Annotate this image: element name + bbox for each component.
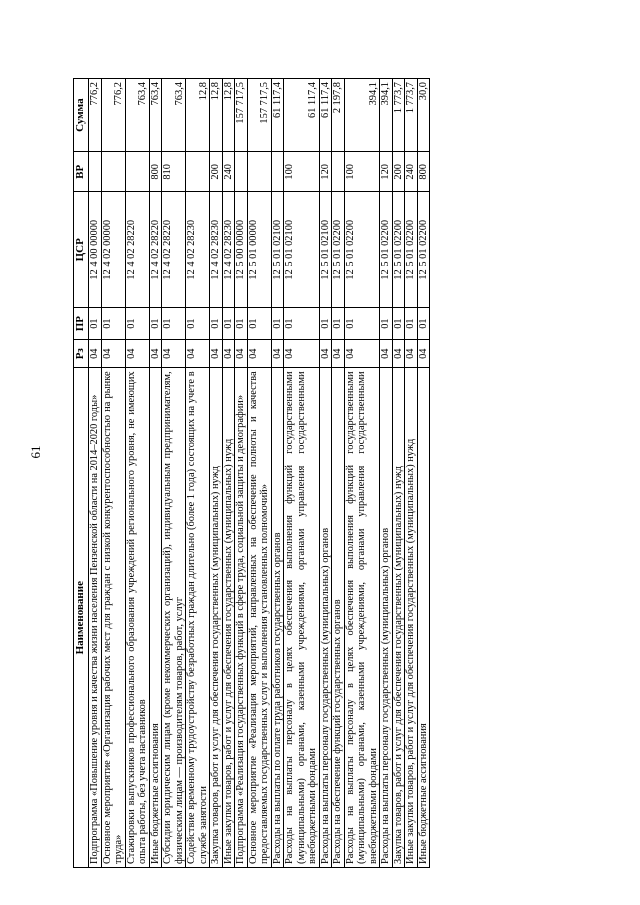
table-body (89, 79, 430, 868)
cell-vr: 810 (162, 152, 186, 192)
table-row (380, 79, 393, 868)
cell-name: Расходы на выплаты персоналу в целях обеспечения выполнения функций государственными (муниципальными) органами, казенными учреждениями, органами управления государственными внебюджетными фондами (284, 368, 320, 868)
cell-pr: 01 (186, 308, 210, 340)
table-row (247, 79, 271, 868)
cell-rz: 04 (186, 340, 210, 368)
cell-vr: 200 (392, 152, 405, 192)
cell-vr (101, 152, 125, 192)
cell-csr: 12 5 01 02200 (344, 192, 380, 308)
cell-rz: 04 (271, 340, 284, 368)
cell-rz: 04 (162, 340, 186, 368)
cell-pr: 01 (125, 308, 149, 340)
cell-name: Иные бюджетные ассигнования (149, 368, 162, 868)
cell-csr: 12 4 02 00000 (101, 192, 125, 308)
page-number: 61 (28, 445, 43, 459)
cell-vr: 100 (344, 152, 380, 192)
cell-rz: 04 (210, 340, 223, 368)
cell-vr (235, 152, 248, 192)
cell-name: Расходы на выплаты персоналу государственных (муниципальных) органов (319, 368, 332, 868)
cell-rz: 04 (149, 340, 162, 368)
cell-vr: 120 (319, 152, 332, 192)
cell-csr: 12 5 01 02100 (284, 192, 320, 308)
cell-name: Стажировки выпускников профессионального образования учреждений регионального уровня, не имеющих опыта работы, без учета наставников (125, 368, 149, 868)
cell-sum: 394,1 (380, 79, 393, 152)
cell-vr: 800 (417, 152, 430, 192)
cell-pr: 01 (344, 308, 380, 340)
cell-pr: 01 (247, 308, 271, 340)
table-row (405, 79, 418, 868)
cell-sum: 2 197,8 (332, 79, 345, 152)
cell-name: Расходы на выплаты персоналу государственных (муниципальных) органов (380, 368, 393, 868)
cell-sum: 1 773,7 (392, 79, 405, 152)
cell-sum: 763,4 (162, 79, 186, 152)
table-row (319, 79, 332, 868)
cell-csr: 12 5 01 02100 (271, 192, 284, 308)
cell-vr (125, 152, 149, 192)
cell-sum: 763,4 (125, 79, 149, 152)
cell-rz: 04 (405, 340, 418, 368)
cell-rz: 04 (89, 340, 102, 368)
table-row (332, 79, 345, 868)
cell-sum: 157 717,5 (247, 79, 271, 152)
cell-pr: 01 (284, 308, 320, 340)
cell-csr: 12 4 00 00000 (89, 192, 102, 308)
cell-pr: 01 (380, 308, 393, 340)
cell-rz: 04 (125, 340, 149, 368)
table-row (284, 79, 320, 868)
header-sum: Сумма (74, 79, 89, 152)
table-row (162, 79, 186, 868)
cell-vr: 240 (222, 152, 235, 192)
cell-name: Расходы на обеспечение функций государственных органов (332, 368, 345, 868)
cell-sum: 12,8 (222, 79, 235, 152)
budget-table (73, 78, 430, 868)
cell-rz: 04 (284, 340, 320, 368)
table-header-row (74, 79, 89, 868)
cell-sum: 763,4 (149, 79, 162, 152)
table-row (101, 79, 125, 868)
cell-name: Подпрограмма «Реализация государственных функций в сфере труда, социальной защиты и демографии» (235, 368, 248, 868)
cell-rz: 04 (247, 340, 271, 368)
table-row (186, 79, 210, 868)
cell-vr: 120 (380, 152, 393, 192)
cell-rz: 04 (380, 340, 393, 368)
cell-sum: 12,8 (210, 79, 223, 152)
cell-csr: 12 5 01 02200 (332, 192, 345, 308)
cell-name: Основное мероприятие «Реализация мероприятий, направленных на обеспечение полноты и качества предоставляемых государственных услуг и выполнения установленных полномочий» (247, 368, 271, 868)
cell-pr: 01 (405, 308, 418, 340)
cell-csr: 12 5 01 02200 (417, 192, 430, 308)
header-pr: ПР (74, 308, 89, 340)
cell-csr: 12 5 01 02200 (392, 192, 405, 308)
cell-csr: 12 5 01 02100 (319, 192, 332, 308)
header-csr: ЦСР (74, 192, 89, 308)
cell-csr: 12 5 00 00000 (235, 192, 248, 308)
cell-rz: 04 (392, 340, 405, 368)
table-row (149, 79, 162, 868)
cell-vr (332, 152, 345, 192)
cell-rz: 04 (235, 340, 248, 368)
cell-vr: 800 (149, 152, 162, 192)
cell-vr: 200 (210, 152, 223, 192)
cell-sum: 12,8 (186, 79, 210, 152)
cell-sum: 1 773,7 (405, 79, 418, 152)
table-row (417, 79, 430, 868)
cell-csr: 12 4 02 28220 (149, 192, 162, 308)
cell-sum: 394,1 (344, 79, 380, 152)
cell-name: Содействие временному трудоустройству безработных граждан длительно (более 1 года) состоящих на учете в службе занятости (186, 368, 210, 868)
cell-name: Основное мероприятие «Организация рабочих мест для граждан с низкой конкурентоспособностью на рынке труда» (101, 368, 125, 868)
cell-pr: 01 (319, 308, 332, 340)
cell-csr: 12 4 02 28230 (186, 192, 210, 308)
cell-csr: 12 4 02 28220 (162, 192, 186, 308)
cell-rz: 04 (319, 340, 332, 368)
cell-sum: 776,2 (101, 79, 125, 152)
header-name: Наименование (74, 368, 89, 868)
cell-sum: 61 117,4 (271, 79, 284, 152)
cell-pr: 01 (89, 308, 102, 340)
cell-rz: 04 (222, 340, 235, 368)
cell-sum: 61 117,4 (284, 79, 320, 152)
cell-pr: 01 (162, 308, 186, 340)
rotated-table-container (73, 78, 568, 868)
cell-pr: 01 (417, 308, 430, 340)
table-row (89, 79, 102, 868)
cell-csr: 12 5 01 00000 (247, 192, 271, 308)
cell-csr: 12 5 01 02200 (405, 192, 418, 308)
cell-sum: 157 717,5 (235, 79, 248, 152)
header-rz: Рз (74, 340, 89, 368)
cell-name: Иные закупки товаров, работ и услуг для обеспечения государственных (муниципальных) нужд (222, 368, 235, 868)
cell-vr: 100 (284, 152, 320, 192)
cell-vr (247, 152, 271, 192)
cell-name: Расходы на выплаты по оплате труда работников государственных органов (271, 368, 284, 868)
cell-rz: 04 (417, 340, 430, 368)
cell-pr: 01 (210, 308, 223, 340)
cell-csr: 12 4 02 28230 (222, 192, 235, 308)
cell-rz: 04 (332, 340, 345, 368)
cell-name: Иные закупки товаров, работ и услуг для обеспечения государственных (муниципальных) нужд (405, 368, 418, 868)
cell-name: Субсидии юридическим лицам (кроме некоммерческих организаций), индивидуальным предпринимателям, физическим лицам — производителям товаров, работ, услуг (162, 368, 186, 868)
cell-rz: 04 (101, 340, 125, 368)
table-row (125, 79, 149, 868)
cell-sum: 61 117,4 (319, 79, 332, 152)
cell-csr: 12 5 01 02200 (380, 192, 393, 308)
cell-name: Закупка товаров, работ и услуг для обеспечения государственных (муниципальных) нужд (210, 368, 223, 868)
table-row (344, 79, 380, 868)
cell-sum: 776,2 (89, 79, 102, 152)
cell-name: Иные бюджетные ассигнования (417, 368, 430, 868)
cell-vr (186, 152, 210, 192)
cell-pr: 01 (235, 308, 248, 340)
cell-rz: 04 (344, 340, 380, 368)
cell-pr: 01 (149, 308, 162, 340)
cell-vr (271, 152, 284, 192)
header-vr: ВР (74, 152, 89, 192)
cell-vr: 240 (405, 152, 418, 192)
cell-pr: 01 (392, 308, 405, 340)
cell-pr: 01 (271, 308, 284, 340)
cell-pr: 01 (222, 308, 235, 340)
table-row (271, 79, 284, 868)
cell-name: Закупка товаров, работ и услуг для обеспечения государственных (муниципальных) нужд (392, 368, 405, 868)
table-row (210, 79, 223, 868)
cell-name: Расходы на выплаты персоналу в целях обеспечения выполнения функций государственными (муниципальными) органами, казенными учреждениями, органами управления государственными внебюджетными фондами (344, 368, 380, 868)
cell-name: Подпрограмма «Повышение уровня и качества жизни населения Пензенской области на 2014–2020 годы» (89, 368, 102, 868)
cell-csr: 12 4 02 28230 (210, 192, 223, 308)
table-row (222, 79, 235, 868)
table-row (235, 79, 248, 868)
cell-sum: 30,0 (417, 79, 430, 152)
cell-vr (89, 152, 102, 192)
table-row (392, 79, 405, 868)
cell-csr: 12 4 02 28220 (125, 192, 149, 308)
cell-pr: 01 (332, 308, 345, 340)
cell-pr: 01 (101, 308, 125, 340)
